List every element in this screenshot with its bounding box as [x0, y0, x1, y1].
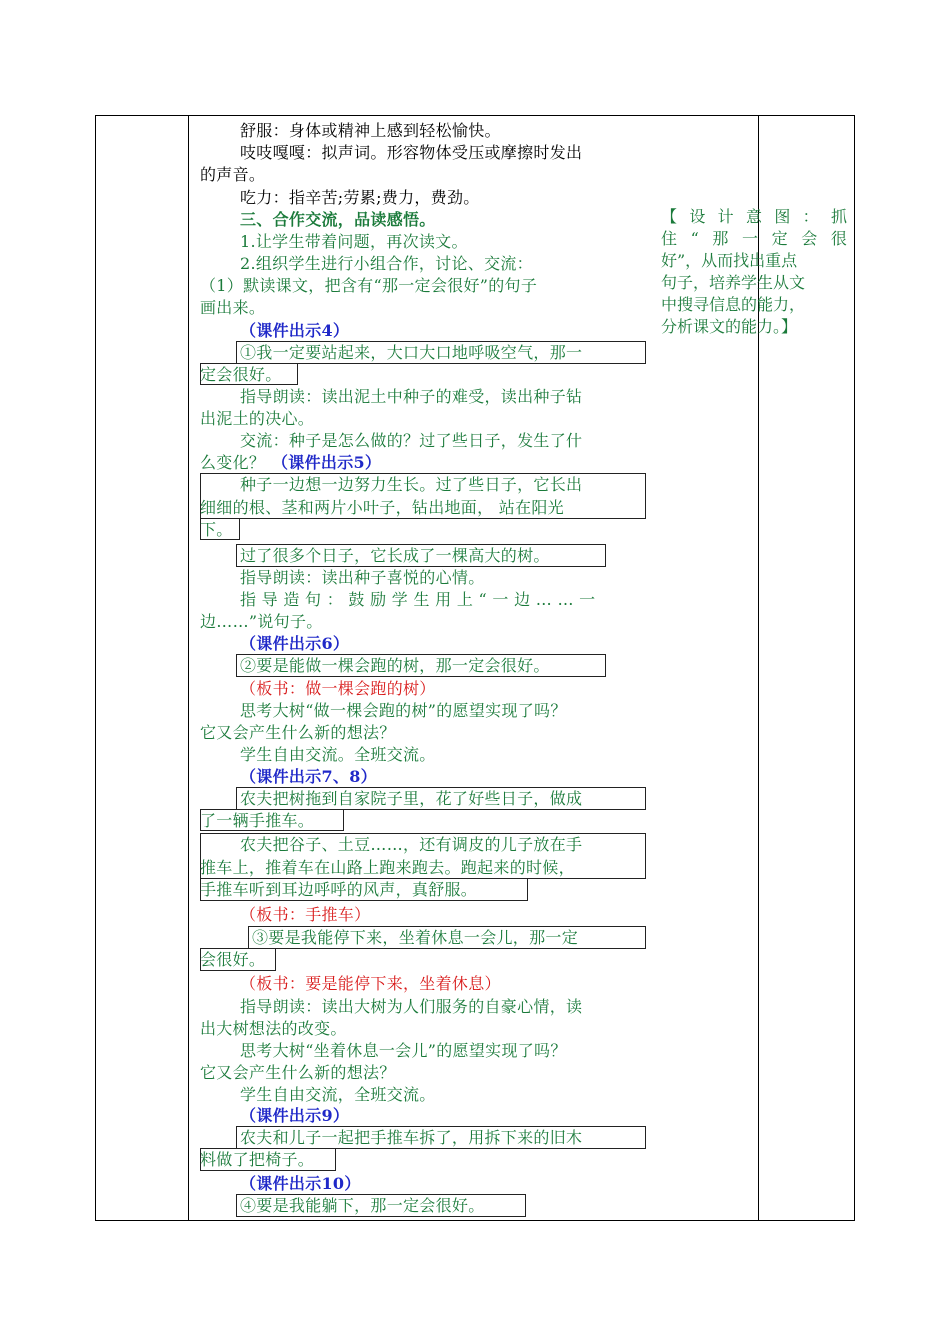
quote-line: ④要是我能躺下，那一定会很好。	[240, 1196, 485, 1215]
quote-line: 过了很多个日子，它长成了一棵高大的树。	[240, 546, 550, 565]
text-line: 画出来。	[200, 298, 266, 317]
text-line: 它又会产生什么新的想法？	[200, 723, 396, 742]
text-line: 1.让学生带着问题，再次读文。	[240, 232, 468, 251]
text-line: 指导朗读：读出种子喜悦的心情。	[240, 568, 485, 587]
quote-line: ②要是能做一棵会跑的树，那一定会很好。	[240, 656, 550, 675]
text-line: 学生自由交流，全班交流。	[240, 1085, 436, 1104]
quote-line: 下。	[200, 520, 233, 539]
text-line: 吃力：指辛苦;劳累;费力，费劲。	[240, 188, 480, 207]
text-line: 学生自由交流。全班交流。	[240, 745, 436, 764]
board-note: （板书：手推车）	[240, 905, 371, 924]
text-line: 它又会产生什么新的想法？	[200, 1063, 396, 1082]
slide-label: （课件出示6）	[240, 634, 350, 653]
text-line: 指 导 造 句 ： 鼓 励 学 生 用 上 “ 一 边 … … 一	[240, 590, 596, 609]
quote-line: 了一辆手推车。	[200, 811, 315, 830]
text-line: 交流：种子是怎么做的？过了些日子，发生了什	[240, 431, 583, 450]
board-note: （板书：做一棵会跑的树）	[240, 679, 436, 698]
quote-line: 定会很好。	[200, 365, 282, 384]
quote-line: 农夫和儿子一起把手推车拆了，用拆下来的旧木	[240, 1128, 583, 1147]
left-column	[96, 116, 189, 1220]
design-line-6: 分析课文的能力。】	[661, 317, 798, 336]
quote-line: 农夫把树拖到自家院子里，花了好些日子，做成	[240, 789, 583, 808]
quote-line: 会很好。	[200, 950, 266, 969]
slide-label: （课件出示10）	[240, 1174, 361, 1193]
quote-line: 细细的根、茎和两片小叶子，钻出地面， 站在阳光	[200, 498, 564, 517]
slide-label: （课件出示9）	[240, 1106, 350, 1125]
section-heading: 三、合作交流，品读感悟。	[240, 210, 436, 229]
slide-label: （课件出示5）	[272, 453, 382, 472]
quote-line: 手推车听到耳边呼呼的风声，真舒服。	[200, 880, 478, 899]
design-line-5: 中搜寻信息的能力，	[661, 295, 806, 314]
text-line: 的声音。	[200, 165, 266, 184]
text-line: 思考大树“坐着休息一会儿”的愿望实现了吗？	[240, 1041, 567, 1060]
text-line: 舒服：身体或精神上感到轻松愉快。	[240, 121, 501, 140]
text-line: 吱吱嘎嘎：拟声词。形容物体受压或摩擦时发出	[240, 143, 583, 162]
design-intent-note	[661, 206, 851, 338]
design-line-3: 好”，从而找出重点	[661, 251, 798, 270]
text-line: 么变化？	[200, 453, 266, 472]
text-line: 指导朗读：读出泥土中种子的难受，读出种子钻	[240, 387, 583, 406]
design-line-1: 【 设 计 意 图 ： 抓	[661, 207, 847, 226]
design-line-2: 住 “ 那 一 定 会 很	[661, 229, 847, 248]
quote-line: ①我一定要站起来，大口大口地呼吸空气，那一	[240, 343, 583, 362]
slide-label: （课件出示7、8）	[240, 767, 377, 786]
slide-label: （课件出示4）	[240, 321, 350, 340]
quote-line: 农夫把谷子、土豆……，还有调皮的儿子放在手	[240, 835, 583, 854]
text-line: 指导朗读：读出大树为人们服务的自豪心情，读	[240, 997, 583, 1016]
quote-line: 料做了把椅子。	[200, 1150, 315, 1169]
text-line: 思考大树“做一棵会跑的树”的愿望实现了吗？	[240, 701, 567, 720]
text-line: 边……”说句子。	[200, 612, 323, 631]
quote-line: ③要是我能停下来，坐着休息一会儿，那一定	[252, 928, 579, 947]
design-line-4: 句子，培养学生从文	[661, 273, 806, 292]
text-line: （1）默读课文，把含有“那一定会很好”的句子	[200, 276, 538, 295]
board-note: （板书：要是能停下来，坐着休息）	[240, 974, 501, 993]
text-line: 出泥土的决心。	[200, 409, 315, 428]
text-line: 出大树想法的改变。	[200, 1019, 347, 1038]
quote-line: 种子一边想一边努力生长。过了些日子，它长出	[240, 475, 583, 494]
text-line: 2.组织学生进行小组合作，讨论、交流：	[240, 254, 533, 273]
quote-line: 推车上，推着车在山路上跑来跑去。跑起来的时候，	[200, 858, 575, 877]
